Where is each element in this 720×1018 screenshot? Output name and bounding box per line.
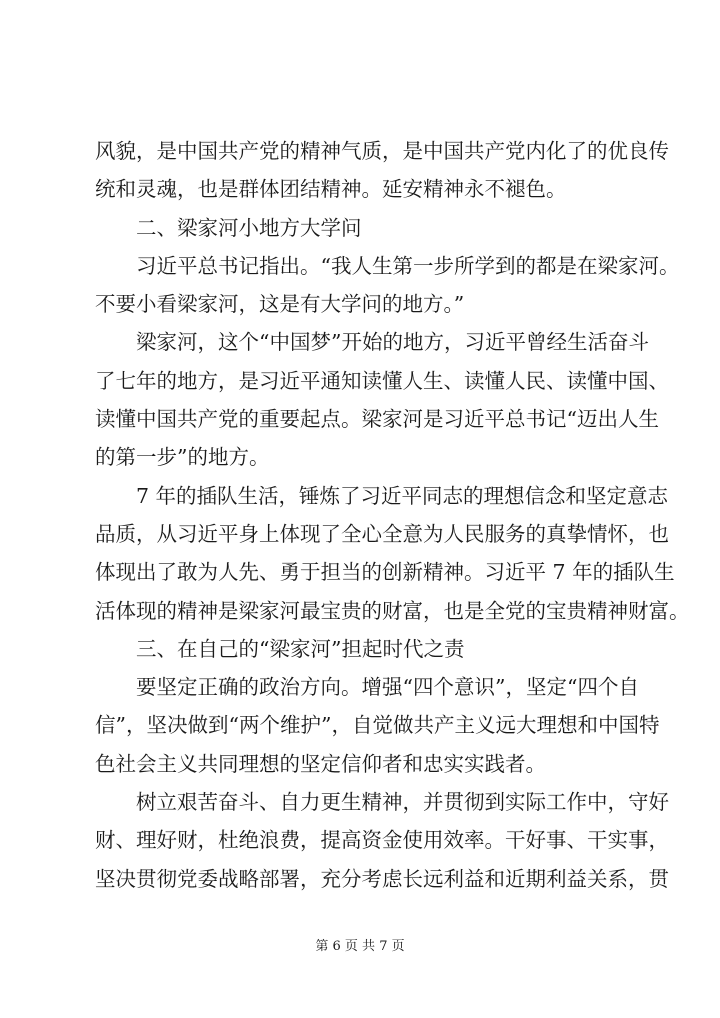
- text-line: 信”，坚决做到“两个维护”，自觉做共产主义远大理想和中国特: [95, 713, 660, 738]
- text-line: 的第一步”的地方。: [95, 445, 270, 470]
- text-line: 要坚定正确的政治方向。增强“四个意识”，坚定“四个自: [136, 675, 639, 700]
- text-line: 了七年的地方，是习近平通知读懂人生、读懂人民、读懂中国、: [95, 368, 669, 393]
- text-line: 树立艰苦奋斗、自力更生精神，并贯彻到实际工作中，守好: [136, 790, 669, 815]
- document-body: [95, 132, 690, 898]
- text-line: 7 年的插队生活，锤炼了习近平同志的理想信念和坚定意志: [136, 483, 669, 508]
- text-line: 财、理好财，杜绝浪费，提高资金使用效率。干好事、干实事，: [95, 828, 669, 853]
- text-line: 统和灵魂，也是群体团结精神。延安精神永不褪色。: [95, 177, 567, 202]
- section-heading: 三、在自己的“梁家河”担起时代之责: [136, 636, 465, 661]
- text-line: 风貌，是中国共产党的精神气质，是中国共产党内化了的优良传: [95, 139, 669, 163]
- text-line: 坚决贯彻党委战略部署，充分考虑长远利益和近期利益关系，贯: [95, 866, 669, 891]
- text-line: 色社会主义共同理想的坚定信仰者和忠实实践者。: [95, 751, 546, 776]
- text-line: 不要小看梁家河，这是有大学问的地方。”: [95, 292, 465, 317]
- section-heading: 二、梁家河小地方大学问: [136, 215, 362, 240]
- text-line: 习近平总书记指出。“我人生第一步所学到的都是在梁家河。: [136, 253, 680, 278]
- text-line: 梁家河，这个“中国梦”开始的地方，习近平曾经生活奋斗: [136, 330, 649, 355]
- text-line: 活体现的精神是梁家河最宝贵的财富，也是全党的宝贵精神财富。: [95, 598, 690, 623]
- page-number: 第 6 页 共 7 页: [315, 939, 405, 954]
- text-line: 体现出了敢为人先、勇于担当的创新精神。习近平 7 年的插队生: [95, 560, 675, 585]
- text-line: 品质，从习近平身上体现了全心全意为人民服务的真挚情怀，也: [95, 521, 669, 546]
- text-line: 读懂中国共产党的重要起点。梁家河是习近平总书记“迈出人生: [95, 407, 659, 432]
